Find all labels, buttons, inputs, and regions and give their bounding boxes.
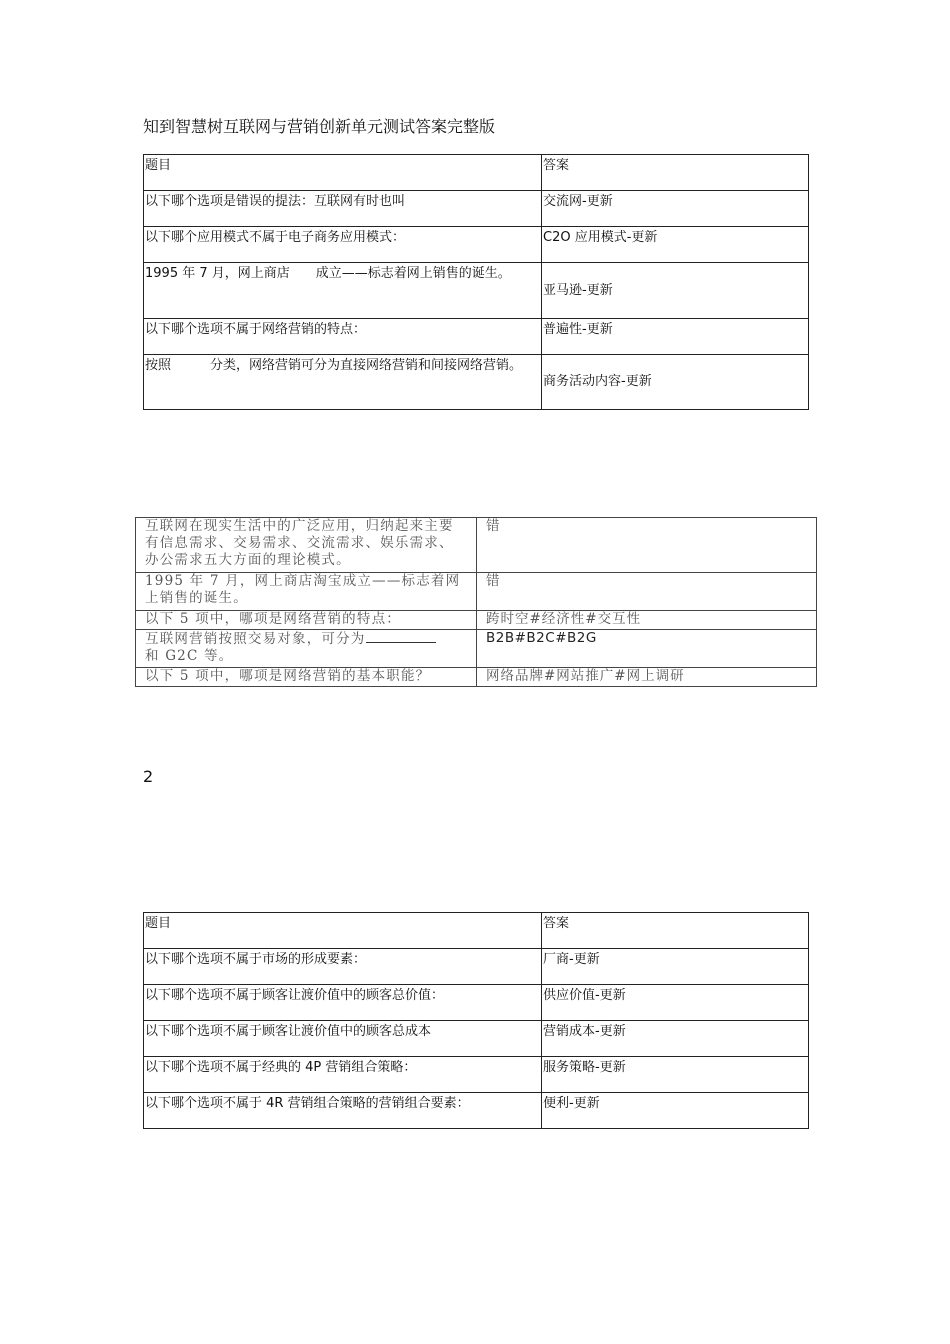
answer-cell: 跨时空#经济性#交互性 — [477, 611, 817, 630]
table-row — [144, 319, 809, 355]
question-cell: 以下哪个选项不属于顾客让渡价值中的顾客总价值： — [144, 985, 542, 1021]
question-cell: 以下哪个选项不属于 4R 营销组合策略的营销组合要素： — [144, 1093, 542, 1129]
page-number: 2 — [143, 767, 154, 786]
answer-cell: B2B#B2C#B2G — [477, 630, 817, 668]
answer-cell: 营销成本-更新 — [542, 1021, 809, 1057]
answer-cell: 商务活动内容-更新 — [542, 355, 809, 410]
table-row — [144, 985, 809, 1021]
question-cell: 以下哪个选项不属于顾客让渡价值中的顾客总成本 — [144, 1021, 542, 1057]
header-question: 题目 — [144, 155, 542, 191]
table-row — [144, 949, 809, 985]
table-row — [136, 630, 817, 668]
fill-in-blank — [366, 630, 436, 643]
question-text-start: 互联网营销按照交易对象，可分为 — [145, 631, 366, 647]
question-cell: 以下哪个选项是错误的提法：互联网有时也叫 — [144, 191, 542, 227]
table-row — [144, 263, 809, 319]
table-row — [136, 611, 817, 630]
table-row — [144, 191, 809, 227]
table-header-row — [144, 155, 809, 191]
header-question: 题目 — [144, 913, 542, 949]
question-text-end: 和 G2C 等。 — [145, 648, 234, 664]
question-cell: 1995 年 7 月，网上商店 成立——标志着网上销售的诞生。 — [144, 263, 542, 319]
answer-cell: 厂商-更新 — [542, 949, 809, 985]
question-cell: 以下哪个选项不属于经典的 4P 营销组合策略： — [144, 1057, 542, 1093]
table-header-row — [144, 913, 809, 949]
header-answer: 答案 — [542, 155, 809, 191]
table-row — [144, 355, 809, 410]
question-cell: 互联网在现实生活中的广泛应用，归纳起来主要有信息需求、交易需求、交流需求、娱乐需求、办公需求五大方面的理论模式。 — [136, 518, 477, 573]
answer-cell: C2O 应用模式-更新 — [542, 227, 809, 263]
table-row — [144, 227, 809, 263]
table-row — [144, 1057, 809, 1093]
question-cell: 以下哪个应用模式不属于电子商务应用模式： — [144, 227, 542, 263]
question-cell: 以下 5 项中，哪项是网络营销的特点： — [136, 611, 477, 630]
answer-cell: 错 — [477, 518, 817, 573]
answer-cell: 便利-更新 — [542, 1093, 809, 1129]
question-cell: 以下哪个选项不属于网络营销的特点： — [144, 319, 542, 355]
question-cell — [136, 630, 477, 668]
answer-cell: 交流网-更新 — [542, 191, 809, 227]
answer-table-3 — [143, 912, 809, 1129]
table-row — [144, 1093, 809, 1129]
question-cell: 按照 分类，网络营销可分为直接网络营销和间接网络营销。 — [144, 355, 542, 410]
table-row — [136, 573, 817, 611]
answer-table-2 — [135, 517, 817, 687]
document-title: 知到智慧树互联网与营销创新单元测试答案完整版 — [143, 117, 496, 136]
answer-cell: 供应价值-更新 — [542, 985, 809, 1021]
question-cell: 1995 年 7 月，网上商店淘宝成立——标志着网上销售的诞生。 — [136, 573, 477, 611]
table-row — [136, 668, 817, 687]
table-row — [144, 1021, 809, 1057]
header-answer: 答案 — [542, 913, 809, 949]
answer-cell: 服务策略-更新 — [542, 1057, 809, 1093]
answer-table-1 — [143, 154, 809, 410]
answer-cell: 错 — [477, 573, 817, 611]
answer-cell: 亚马逊-更新 — [542, 263, 809, 319]
question-cell: 以下哪个选项不属于市场的形成要素： — [144, 949, 542, 985]
table-row — [136, 518, 817, 573]
answer-cell: 普遍性-更新 — [542, 319, 809, 355]
answer-cell: 网络品牌#网站推广#网上调研 — [477, 668, 817, 687]
question-cell: 以下 5 项中，哪项是网络营销的基本职能？ — [136, 668, 477, 687]
